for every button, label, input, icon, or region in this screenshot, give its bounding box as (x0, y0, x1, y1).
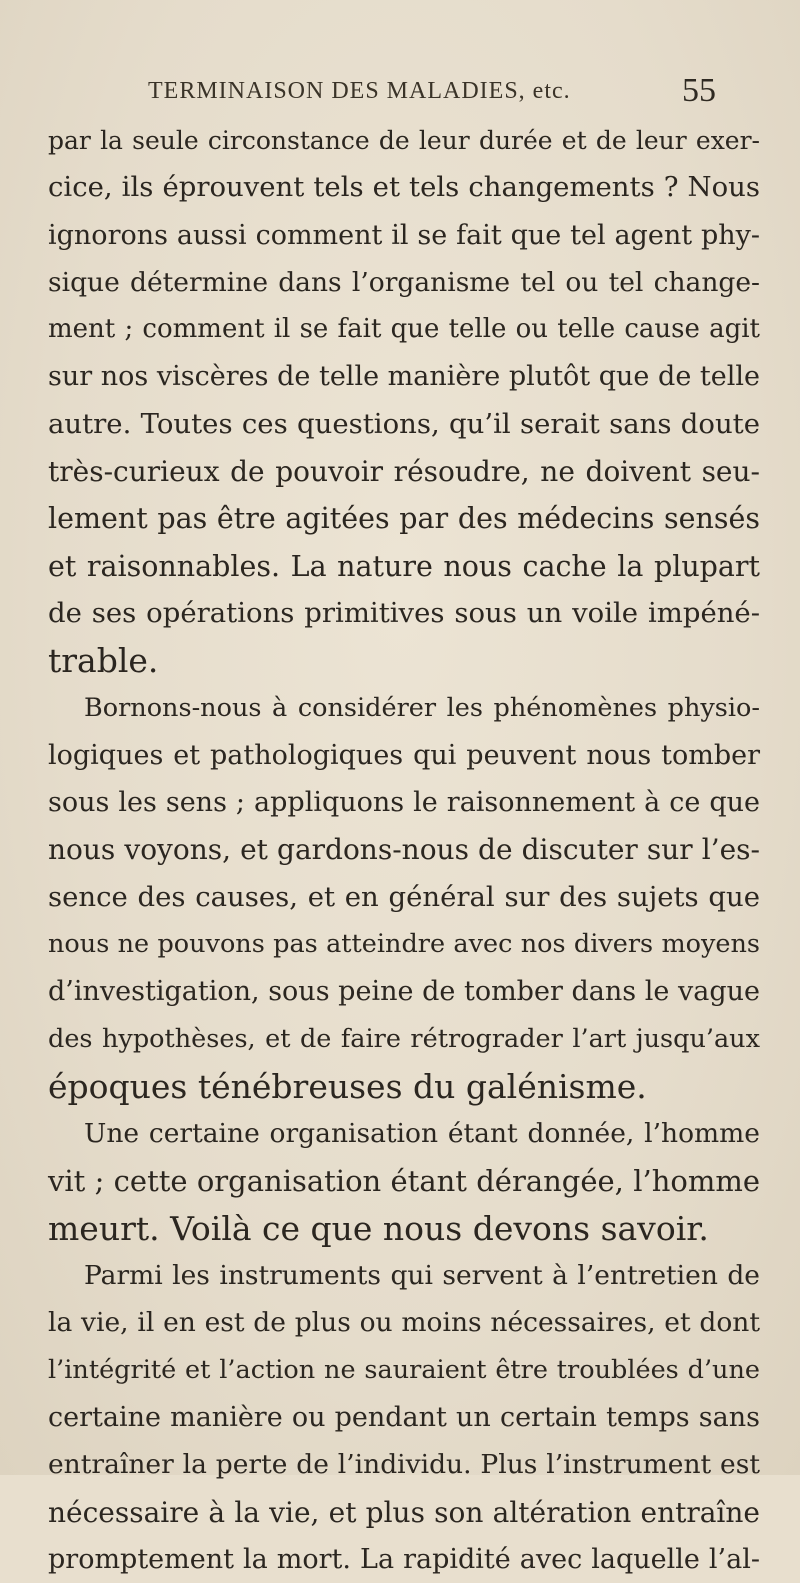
text-line: Bornons-nous à considérer les phénomènes physio- (84, 692, 760, 723)
text-line: très-curieux de pouvoir résoudre, ne doivent seu- (48, 455, 760, 489)
text-line: sous les sens ; appliquons le raisonnement à ce que (48, 787, 760, 819)
text-line: lement pas être agitées par des médecins sensés (48, 502, 760, 536)
text-line: ment ; comment il se fait que telle ou telle cause agit (48, 314, 760, 345)
text-line: Une certaine organisation étant donnée, l’homme (84, 1118, 760, 1150)
body-text (48, 117, 760, 1583)
text-line: et raisonnables. La nature nous cache la plupart (48, 549, 760, 583)
page-number: 55 (682, 72, 716, 109)
text-line: sique détermine dans l’organisme tel ou tel change- (48, 266, 760, 298)
text-line: meurt. Voilà ce que nous devons savoir. (48, 1208, 709, 1248)
text-line: certaine manière ou pendant un certain temps sans (48, 1402, 760, 1434)
text-line: sur nos viscères de telle manière plutôt que de telle (48, 361, 760, 393)
text-line: autre. Toutes ces questions, qu’il serait sans doute (48, 407, 760, 440)
text-line: promptement la mort. La rapidité avec laquelle l’al- (48, 1543, 760, 1575)
running-title: TERMINAISON DES MALADIES, etc. (148, 78, 571, 104)
text-line: nous voyons, et gardons-nous de discuter sur l’es- (48, 833, 760, 867)
text-line: entraîner la perte de l’individu. Plus l’instrument est (48, 1449, 760, 1481)
text-line: vit ; cette organisation étant dérangée, l’homme (48, 1163, 760, 1198)
text-line: trable. (48, 641, 159, 681)
text-line: logiques et pathologiques qui peuvent nous tomber (48, 739, 760, 771)
text-line: la vie, il en est de plus ou moins nécessaires, et dont (48, 1307, 760, 1339)
text-line: nécessaire à la vie, et plus son altération entraîne (48, 1495, 760, 1529)
text-line: cice, ils éprouvent tels et tels changements ? Nous (48, 171, 760, 204)
text-line: Parmi les instruments qui servent à l’entretien de (84, 1260, 760, 1292)
text-line: sence des causes, et en général sur des sujets que (48, 880, 760, 913)
text-line: nous ne pouvons pas atteindre avec nos divers moyens (48, 929, 760, 960)
text-line: par la seule circonstance de leur durée et de leur exer- (48, 126, 760, 155)
text-line: des hypothèses, et de faire rétrograder l’art jusqu’aux (48, 1023, 760, 1054)
text-line: d’investigation, sous peine de tomber dans le vague (48, 976, 760, 1008)
text-line: de ses opérations primitives sous un voile impéné- (48, 596, 760, 629)
text-line: époques ténébreuses du galénisme. (48, 1066, 647, 1106)
text-line: l’intégrité et l’action ne sauraient être troublées d’une (48, 1354, 760, 1385)
running-head (148, 70, 716, 110)
text-line: ignorons aussi comment il se fait que tel agent phy- (48, 219, 760, 251)
